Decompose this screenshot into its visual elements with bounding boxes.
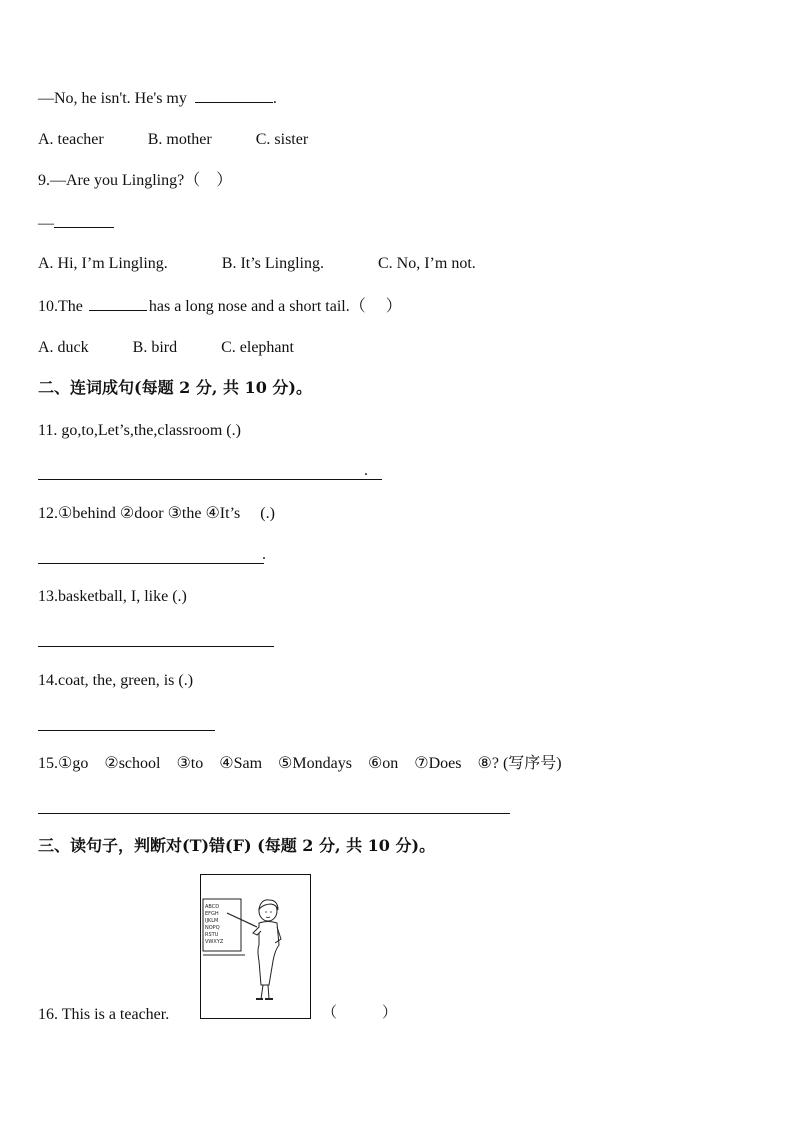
section-3-title: 三、读句子，判断对(T)错(F) (每题 2 分, 共 10 分)。 — [38, 836, 436, 855]
q12-period: . — [262, 546, 266, 563]
q16-text: 16. This is a teacher. — [38, 1006, 170, 1023]
q10-option-b[interactable]: B. bird — [132, 339, 178, 356]
q10-suffix: has a long nose and a short tail.（ ） — [148, 298, 402, 315]
q9-answer-line — [38, 213, 114, 234]
q10-option-a[interactable]: A. duck — [38, 339, 89, 356]
board-letters-6: VWXYZ — [205, 939, 224, 945]
q8-option-b[interactable]: B. mother — [147, 131, 212, 148]
board-letters-2: EFGH — [205, 911, 219, 917]
q10-prefix: 10.The — [38, 298, 83, 315]
q8-option-a[interactable]: A. teacher — [38, 131, 104, 148]
q13-text: 13.basketball, I, like (.) — [38, 588, 187, 605]
q11-answer-line[interactable] — [38, 479, 382, 480]
q9-option-b[interactable]: B. It’s Lingling. — [221, 255, 324, 272]
q14-text: 14.coat, the, green, is (.) — [38, 672, 194, 689]
q10-question — [38, 296, 402, 317]
q8-answer-blank[interactable] — [195, 88, 273, 103]
q10-option-c[interactable]: C. elephant — [221, 339, 294, 356]
q12-answer-line[interactable] — [38, 563, 264, 564]
section-2-title: 二、连词成句(每题 2 分, 共 10 分)。 — [38, 378, 312, 397]
board-letters-1: ABCD — [205, 904, 220, 910]
q10-options — [38, 338, 294, 358]
q16-answer-bracket[interactable]: （ ） — [322, 1005, 398, 1021]
q13-answer-line[interactable] — [38, 646, 274, 647]
q11-text: 11. go,to,Let’s,the,classroom (.) — [38, 422, 241, 439]
q10-answer-blank[interactable] — [89, 296, 147, 311]
q8-text: —No, he isn't. He's my — [38, 90, 187, 107]
q8-line — [38, 88, 277, 109]
q9-option-c[interactable]: C. No, I’m not. — [378, 255, 476, 272]
q11-period: . — [364, 462, 368, 479]
q14-answer-line[interactable] — [38, 730, 215, 731]
q8-options — [38, 130, 308, 150]
q8-option-c[interactable]: C. sister — [255, 131, 309, 148]
board-letters-5: RSTU — [205, 932, 219, 938]
q8-end: . — [272, 90, 277, 107]
board-letters-4: NOPQ — [205, 925, 220, 931]
q9-dash: — — [38, 215, 54, 232]
q9-answer-blank[interactable] — [54, 213, 114, 228]
teacher-picture — [200, 874, 311, 1019]
board-letters-3: IJKLM — [205, 918, 219, 924]
teacher-illustration — [201, 875, 312, 1020]
q15-answer-line[interactable] — [38, 813, 510, 814]
q9-option-a[interactable]: A. Hi, I’m Lingling. — [38, 255, 168, 272]
q9-question: 9.—Are you Lingling?（ ） — [38, 172, 233, 189]
q9-options — [38, 254, 476, 274]
q15-text: 15.①go ②school ③to ④Sam ⑤Mondays ⑥on ⑦Does ⑧? (写序号) — [38, 755, 562, 772]
q12-text: 12.①behind ②door ③the ④It’s (.) — [38, 505, 275, 522]
